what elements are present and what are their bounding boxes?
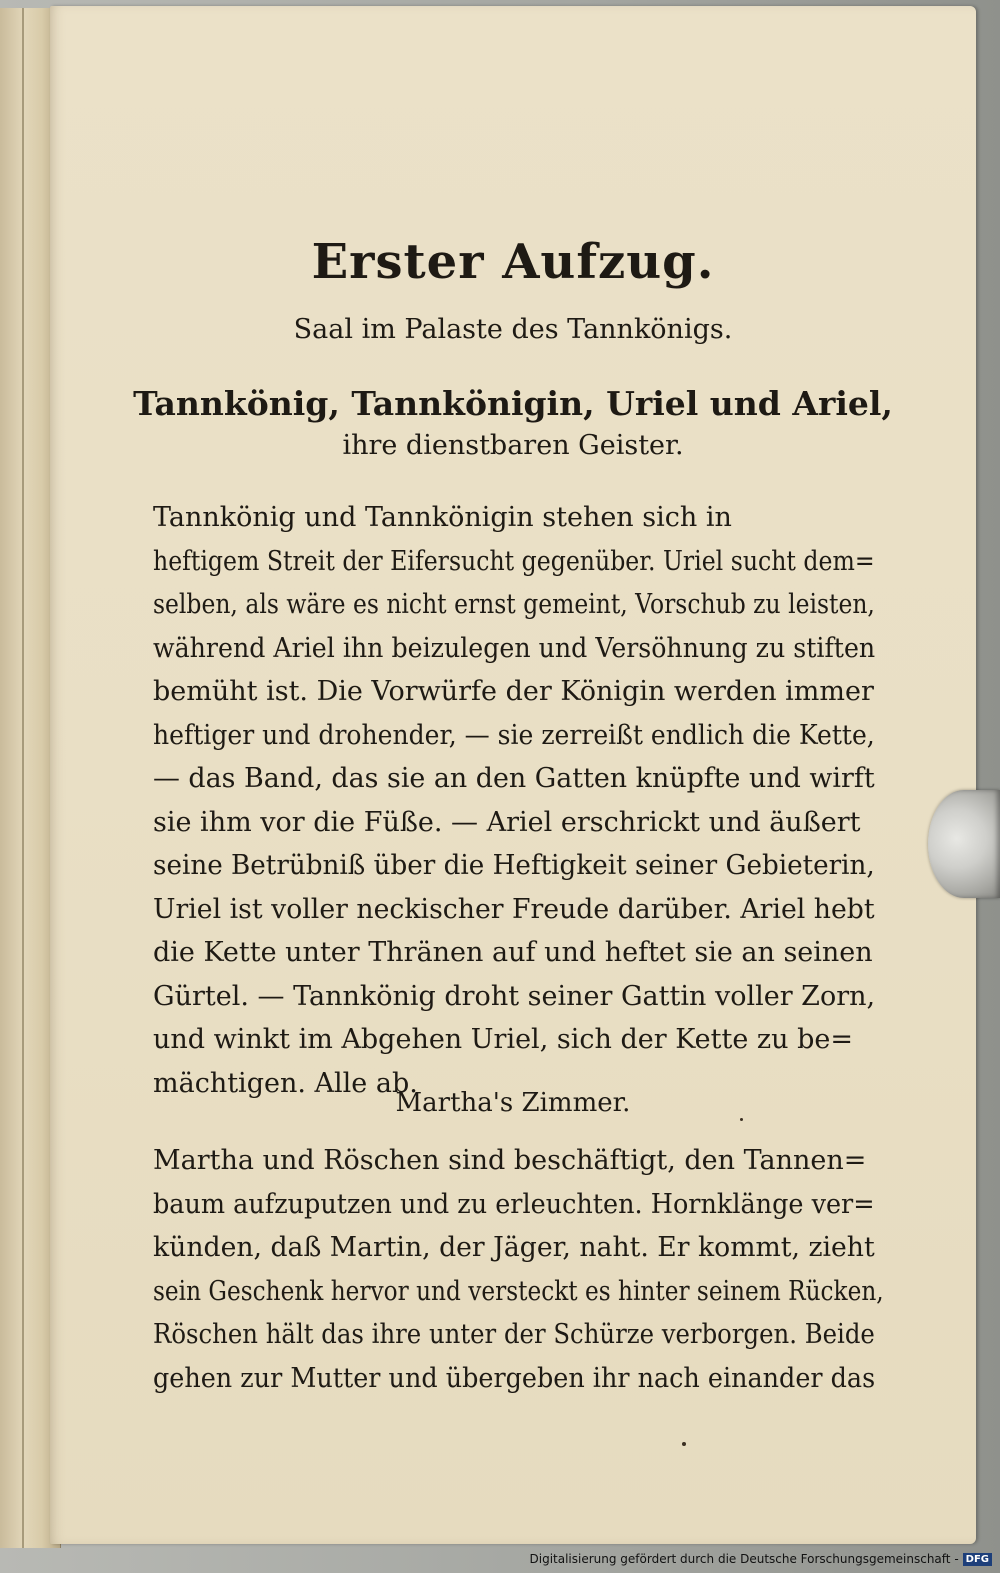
text-line: baum aufzuputzen und zu erleuchten. Hornklänge ver= <box>153 1188 875 1220</box>
digitization-footer <box>530 1549 993 1569</box>
text-line: seine Betrübniß über die Heftigkeit seiner Gebieterin, <box>153 850 875 881</box>
text-line: Uriel ist voller neckischer Freude darüber. Ariel hebt <box>153 893 875 925</box>
page-clip-icon <box>928 790 1000 898</box>
cast-list-line-1: Tannkönig, Tannkönigin, Uriel und Ariel, <box>133 384 893 423</box>
text-line: heftiger und drohender, — sie zerreißt endlich die Kette, <box>153 719 875 751</box>
text-line: sie ihm vor die Füße. — Ariel erschrickt und äußert <box>153 806 861 838</box>
text-line: die Kette unter Thränen auf und heftet sie an seinen <box>153 937 873 968</box>
dfg-logo-icon: DFG <box>963 1553 992 1566</box>
text-line: während Ariel ihn beizulegen und Versöhnung zu stiften <box>153 632 876 664</box>
book-page <box>50 6 976 1544</box>
stage-direction-paragraph-2 <box>153 1139 884 1400</box>
stage-direction-paragraph-1 <box>153 496 875 1105</box>
cast-list-line-2: ihre dienstbaren Geister. <box>342 430 684 461</box>
text-line: Tannkönig und Tannkönigin stehen sich in <box>153 502 732 533</box>
text-line: Martha und Röschen sind beschäftigt, den Tannen= <box>153 1145 867 1176</box>
text-line: — das Band, das sie an den Gatten knüpfte und wirft <box>153 763 875 794</box>
text-line: sein Geschenk hervor und versteckt es hinter seinem Rücken, <box>153 1275 884 1307</box>
text-line: Gürtel. — Tannkönig droht seiner Gattin voller Zorn, <box>153 980 876 1012</box>
text-line: Röschen hält das ihre unter der Schürze verborgen. Beide <box>153 1319 875 1350</box>
ink-speck <box>682 1442 686 1446</box>
text-line: bemüht ist. Die Vorwürfe der Königin werden immer <box>153 676 874 707</box>
text-line: selben, als wäre es nicht ernst gemeint, Vorschub zu leisten, <box>153 589 875 620</box>
scene-setting: Saal im Palaste des Tannkönigs. <box>293 314 733 345</box>
act-title: Erster Aufzug. <box>311 234 715 290</box>
text-line: heftigem Streit der Eifersucht gegenüber. Uriel sucht dem= <box>153 545 875 577</box>
ink-speck <box>740 1118 743 1121</box>
footer-text: Digitalisierung gefördert durch die Deutsche Forschungsgemeinschaft - <box>529 1552 959 1566</box>
text-line: künden, daß Martin, der Jäger, naht. Er kommt, zieht <box>153 1232 875 1263</box>
scene-heading-2: Martha's Zimmer. <box>395 1088 631 1118</box>
text-line: mächtigen. Alle ab. <box>153 1067 418 1099</box>
text-line: und winkt im Abgehen Uriel, sich der Kette zu be= <box>153 1024 853 1055</box>
text-line: gehen zur Mutter und übergeben ihr nach einander das <box>153 1362 876 1394</box>
